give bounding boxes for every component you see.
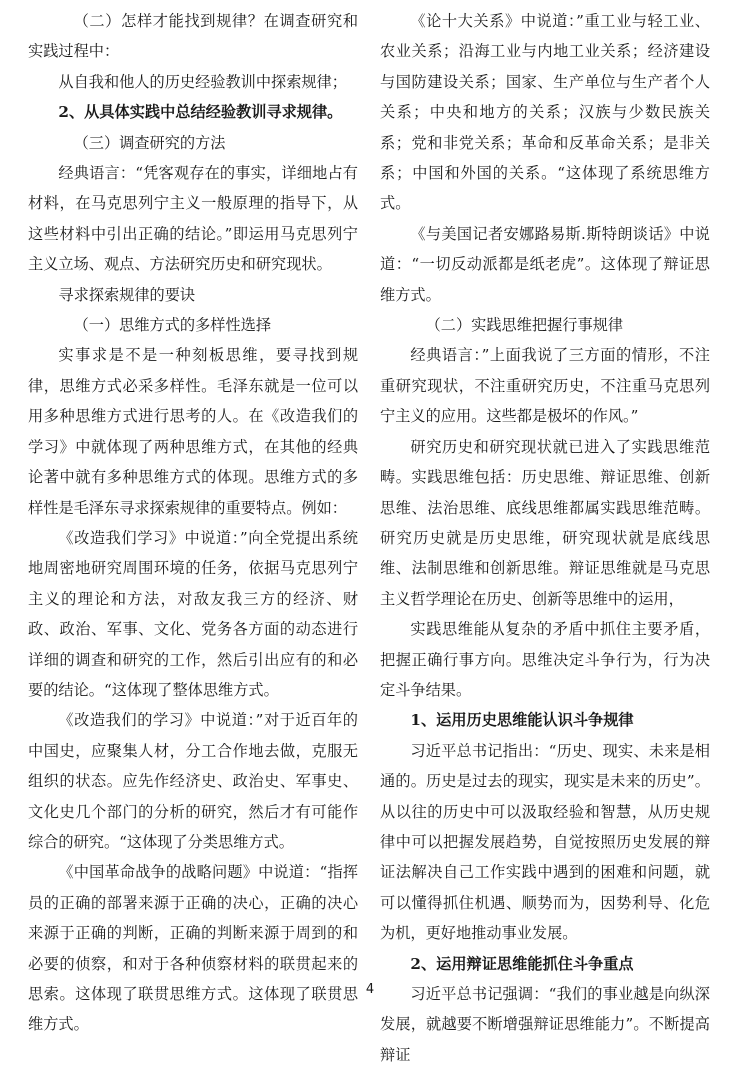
paragraph: 寻求探索规律的要诀: [58, 285, 196, 304]
left-column: [28, 6, 358, 1040]
paragraph: 《论十大关系》中说道：”重工业与轻工业、农业关系；沿海工业与内地工业关系；经济建设与国防建设关系；国家、生产单位与生产者个人关系；中央和地方的关系；汉族与少数民族关系；党和非党关系；革命和反革命关系；是非关系；中国和外国的关系。“这体现了系统思维方式。: [380, 12, 710, 213]
numbered-heading: 2、运用辩证思维能抓住斗争重点: [410, 954, 634, 973]
paragraph: 经典语言：”上面我说了三方面的情形，不注重研究现状，不注重研究历史，不注重马克思列宁主义的应用。这些都是极坏的作风。”: [380, 346, 710, 426]
paragraph: 习近平总书记指出：“历史、现实、未来是相通的。历史是过去的现实，现实是未来的历史”。从以往的历史中可以汲取经验和智慧，从历史规律中可以把握发展趋势，自觉按照历史发展的辩证法解决自己工作实践中遇到的困难和问题，就可以懂得抓住机遇、顺势而为，因势利导、化危为机，更好地推动事业发展。: [380, 741, 710, 943]
paragraph: 实践思维能从复杂的矛盾中抓住主要矛盾，把握正确行事方向。思维决定斗争行为，行为决定斗争结果。: [380, 620, 710, 699]
paragraph: 经典语言：“凭客观存在的事实，详细地占有材料，在马克思列宁主义一般原理的指导下，从这些材料中引出正确的结论。”即运用马克思列宁主义立场、观点、方法研究历史和研究现状。: [28, 164, 358, 274]
paragraph: 研究历史和研究现状就已进入了实践思维范畴。实践思维包括：历史思维、辩证思维、创新思维、法治思维、底线思维都属实践思维范畴。研究历史就是历史思维，研究现状就是底线思维、法制思维和创新思维。辩证思维就是马克思主义哲学理论在历史、创新等思维中的运用，: [380, 437, 710, 608]
paragraph: 《改造我们的学习》中说道：”对于近百年的中国史，应聚集人材，分工合作地去做，克服无组织的状态。应先作经济史、政治史、军事史、文化史几个部门的分析的研究，然后才有可能作综合的研究。“这体现了分类思维方式。: [28, 711, 358, 851]
paragraph: 《改造我们学习》中说道：”向全党提出系统地周密地研究周围环境的任务，依据马克思列宁主义的理论和方法，对敌友我三方的经济、财政、政治、军事、文化、党务各方面的动态进行详细的调查和研究的工作，然后引出应有的和必要的结论。“这体现了整体思维方式。: [28, 528, 358, 699]
paragraph: 《中国革命战争的战略问题》中说道：“指挥员的正确的部署来源于正确的决心，正确的决心来源于正确的判断，正确的判断来源于周到的和必要的侦察，和对于各种侦察材料的联贯起来的思索。这体现了联贯思维方式。这体现了联贯思维方式。: [28, 863, 358, 1034]
heading-practice-thinking: （二）实践思维把握行事规律: [425, 316, 624, 335]
heading-thinking-diversity: （一）思维方式的多样性选择: [73, 316, 272, 335]
heading-research-method: （三）调查研究的方法: [73, 133, 226, 152]
paragraph: 从自我和他人的历史经验教训中探索规律；: [58, 72, 347, 91]
paragraph: 习近平总书记强调：“我们的事业越是向纵深发展，就越要不断增强辩证思维能力”。不断提高辩证: [380, 985, 710, 1064]
paragraph: 《与美国记者安娜路易斯.斯特朗谈话》中说道：“一切反动派都是纸老虎”。这体现了辩证思维方式。: [380, 224, 710, 304]
numbered-heading: 2、从具体实践中总结经验教训寻求规律。: [58, 103, 343, 122]
numbered-heading: 1、运用历史思维能认识斗争规律: [410, 711, 634, 730]
right-column: [380, 6, 710, 1070]
heading-find-laws: （二）怎样才能找到规律？在调查研究和实践过程中：: [28, 12, 358, 61]
page-number: 4: [365, 982, 375, 997]
paragraph: 实事求是不是一种刻板思维，要寻找到规律，思维方式必采多样性。毛泽东就是一位可以用多种思维方式进行思考的人。在《改造我们的学习》中就体现了两种思维方式，在其他的经典论著中就有多种思维方式的体现。思维方式的多样性是毛泽东寻求探索规律的重要特点。例如：: [28, 346, 358, 517]
